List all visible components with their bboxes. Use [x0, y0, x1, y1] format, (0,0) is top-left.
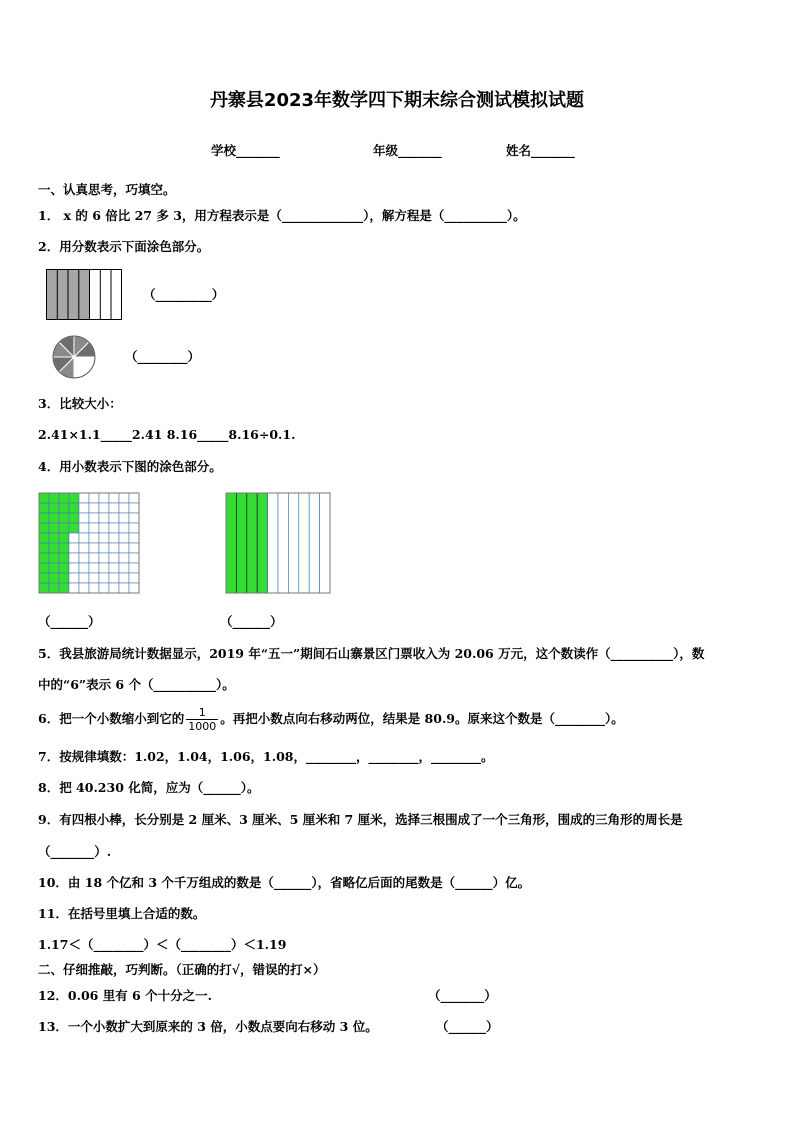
question-4-blank-a[interactable]: （______） [38, 614, 101, 629]
grid-cell [79, 583, 89, 593]
grid-cell [39, 493, 49, 503]
school-field: 学校_______ [211, 143, 280, 158]
grid-cell [89, 583, 99, 593]
grid-cell [99, 553, 109, 563]
grid-cell [89, 533, 99, 543]
grid-cell [119, 573, 129, 583]
question-5-line-1: 5．我县旅游局统计数据显示，2019 年“五一”期间石山寨景区门票收入为 20.06 万元，这个数读作（__________），数 [38, 646, 705, 661]
grid-cell [109, 563, 119, 573]
grid-cell [89, 503, 99, 513]
question-1: 1． x 的 6 倍比 27 多 3，用方程表示是（_____________），解方程是（__________）。 [38, 208, 526, 223]
question-2-blank-b[interactable]: （________） [125, 349, 201, 364]
grid-cell [109, 523, 119, 533]
grid-cell [129, 573, 139, 583]
grid-cell [119, 523, 129, 533]
grid-cell [129, 533, 139, 543]
grid-cell [69, 493, 79, 503]
grid-cell [129, 543, 139, 553]
grid-cell [79, 493, 89, 503]
grid-cell [129, 503, 139, 513]
grid-cell [39, 503, 49, 513]
grid-cell [99, 583, 109, 593]
strip [288, 493, 298, 593]
grid-cell [69, 553, 79, 563]
question-9-line-1: 9．有四根小棒，长分别是 2 厘米、3 厘米、5 厘米和 7 厘米，选择三根围成了一个三角形，围成的三角形的周长是 [38, 812, 683, 827]
question-2-blank-a[interactable]: （_________） [143, 287, 225, 302]
question-3: 3．比较大小： [38, 396, 122, 411]
grid-cell [109, 573, 119, 583]
grid-cell [109, 543, 119, 553]
grid-cell [119, 583, 129, 593]
grid-cell [109, 533, 119, 543]
question-12-blank[interactable]: （_______） [428, 988, 497, 1003]
grid-cell [99, 513, 109, 523]
grid-cell [69, 513, 79, 523]
grid-cell [69, 503, 79, 513]
question-4-blank-b[interactable]: （______） [220, 614, 283, 629]
grid-cell [49, 513, 59, 523]
grid-cell [49, 523, 59, 533]
grid-cell [89, 513, 99, 523]
grid-cell [49, 533, 59, 543]
grid-cell [119, 493, 129, 503]
grid-cell [109, 493, 119, 503]
question-2: 2．用分数表示下面涂色部分。 [38, 239, 210, 254]
strip [268, 493, 278, 593]
grid-cell [39, 573, 49, 583]
grid-cell [49, 563, 59, 573]
grid-cell [39, 533, 49, 543]
grid-cell [119, 503, 129, 513]
question-11-inequality: 1.17＜（________）＜（________）＜1.19 [38, 937, 287, 952]
grid-cell [59, 503, 69, 513]
grid-cell [69, 573, 79, 583]
strip [320, 493, 330, 593]
question-5-line-2: 中的“6”表示 6 个（__________）。 [38, 677, 235, 692]
grid-cell [79, 503, 89, 513]
grid-cell [59, 573, 69, 583]
hundred-grid-figure [38, 492, 140, 594]
grid-cell [49, 573, 59, 583]
grid-cell [39, 513, 49, 523]
question-10: 10．由 18 个亿和 3 个千万组成的数是（______），省略亿后面的尾数是（______）亿。 [38, 875, 531, 890]
grid-cell [109, 553, 119, 563]
grid-cell [129, 523, 139, 533]
grid-cell [79, 533, 89, 543]
grid-cell [79, 563, 89, 573]
grid-cell [69, 523, 79, 533]
question-3-comparisons: 2.41×1.1_____2.41 8.16_____8.16÷0.1. [38, 427, 296, 442]
section1-heading: 一、认真思考，巧填空。 [38, 182, 176, 197]
grid-cell [79, 573, 89, 583]
grid-cell [59, 513, 69, 523]
strip [247, 493, 257, 593]
grid-cell [39, 563, 49, 573]
strip [299, 493, 309, 593]
question-13-blank[interactable]: （______） [436, 1019, 499, 1034]
question-6-part-1: 6．把一个小数缩小到它的 [38, 711, 185, 726]
question-6-part-2: 。再把小数点向右移动两位，结果是 80.9。原来这个数是（________）。 [220, 711, 624, 726]
grid-cell [49, 493, 59, 503]
grid-cell [99, 543, 109, 553]
grid-cell [99, 573, 109, 583]
question-8: 8．把 40.230 化简，应为（______）。 [38, 780, 260, 795]
grid-cell [69, 533, 79, 543]
grid-cell [129, 513, 139, 523]
grid-cell [99, 563, 109, 573]
grid-cell [79, 513, 89, 523]
grid-cell [69, 543, 79, 553]
grid-cell [49, 583, 59, 593]
grid-cell [69, 563, 79, 573]
question-11: 11．在括号里填上合适的数。 [38, 906, 206, 921]
grid-cell [99, 493, 109, 503]
grid-cell [99, 523, 109, 533]
grid-cell [119, 543, 129, 553]
grid-cell [59, 553, 69, 563]
grid-cell [59, 493, 69, 503]
grid-cell [89, 573, 99, 583]
strip [309, 493, 319, 593]
grid-cell [49, 503, 59, 513]
grid-cell [39, 553, 49, 563]
grid-cell [49, 543, 59, 553]
grid-cell [129, 553, 139, 563]
grid-cell [89, 553, 99, 563]
page-title: 丹寨县2023年数学四下期末综合测试模拟试题 [209, 90, 585, 111]
grid-cell [79, 523, 89, 533]
question-12: 12．0.06 里有 6 个十分之一. [38, 988, 212, 1003]
grid-cell [39, 583, 49, 593]
grid-cell [59, 523, 69, 533]
question-13: 13．一个小数扩大到原来的 3 倍，小数点要向右移动 3 位。 [38, 1019, 378, 1034]
strip [278, 493, 288, 593]
question-7: 7．按规律填数：1.02，1.04，1.06，1.08，________，________，________。 [38, 749, 494, 764]
fraction-denominator: 1000 [188, 720, 217, 733]
grid-cell [89, 493, 99, 503]
grid-cell [89, 543, 99, 553]
question-6 [38, 704, 624, 734]
grid-cell [49, 553, 59, 563]
grid-cell [79, 543, 89, 553]
question-9-line-2: （_______）. [38, 844, 112, 859]
grid-cell [89, 523, 99, 533]
grid-cell [109, 513, 119, 523]
grade-field: 年级_______ [373, 143, 442, 158]
grid-cell [119, 533, 129, 543]
fraction-circle-figure [51, 334, 97, 380]
grid-cell [129, 583, 139, 593]
strip [236, 493, 246, 593]
tenths-strips-figure [225, 492, 331, 594]
question-4: 4．用小数表示下图的涂色部分。 [38, 459, 222, 474]
grid-cell [109, 583, 119, 593]
strip [257, 493, 267, 593]
name-field: 姓名_______ [506, 143, 575, 158]
grid-cell [79, 553, 89, 563]
fraction-numerator: 1 [186, 706, 218, 720]
fraction-rectangle-figure [46, 269, 122, 320]
grid-cell [89, 563, 99, 573]
grid-cell [59, 563, 69, 573]
grid-cell [69, 583, 79, 593]
grid-cell [129, 493, 139, 503]
grid-cell [59, 543, 69, 553]
strip [226, 493, 236, 593]
fraction-one-thousandth [186, 706, 218, 733]
grid-cell [119, 513, 129, 523]
section2-heading: 二、仔细推敲，巧判断。（正确的打√，错误的打×） [38, 962, 326, 977]
grid-cell [99, 533, 109, 543]
grid-cell [39, 523, 49, 533]
grid-cell [59, 583, 69, 593]
grid-cell [39, 543, 49, 553]
grid-cell [129, 563, 139, 573]
grid-cell [119, 563, 129, 573]
grid-cell [99, 503, 109, 513]
grid-cell [59, 533, 69, 543]
grid-cell [119, 553, 129, 563]
grid-cell [109, 503, 119, 513]
